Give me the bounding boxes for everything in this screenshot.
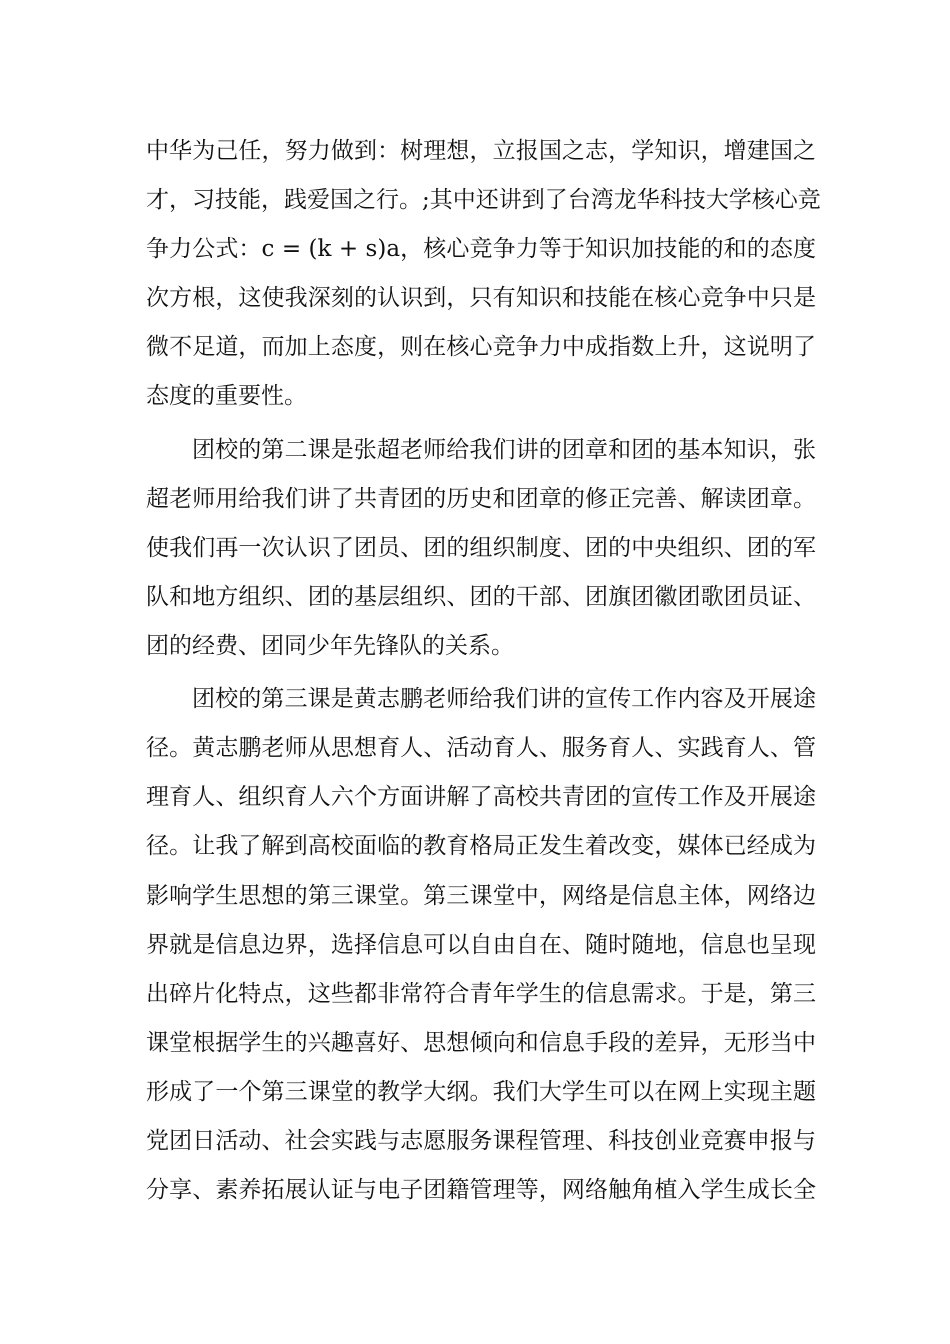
text-line: 界就是信息边界，选择信息可以自由自在、随时随地，信息也呈现 [146, 932, 816, 958]
text-line: 径。黄志鹏老师从思想育人、活动育人、服务育人、实践育人、管 [146, 735, 816, 761]
text-line: 团校的第二课是张超老师给我们讲的团章和团的基本知识，张 [192, 437, 816, 463]
text-line: 径。让我了解到高校面临的教育格局正发生着改变，媒体已经成为 [146, 833, 816, 859]
text-line: 形成了一个第三课堂的教学大纲。我们大学生可以在网上实现主题 [146, 1079, 816, 1105]
text-line: 理育人、组织育人六个方面讲解了高校共青团的宣传工作及开展途 [146, 784, 816, 810]
text-line: 出碎片化特点，这些都非常符合青年学生的信息需求。于是，第三 [146, 981, 816, 1007]
text-line: 次方根，这使我深刻的认识到，只有知识和技能在核心竞争中只是 [146, 285, 816, 311]
text-line: 影响学生思想的第三课堂。第三课堂中，网络是信息主体，网络边 [146, 883, 816, 909]
text-line: 团的经费、团同少年先锋队的关系。 [146, 633, 514, 659]
text-line: 使我们再一次认识了团员、团的组织制度、团的中央组织、团的军 [146, 535, 816, 561]
text-line: 党团日活动、社会实践与志愿服务课程管理、科技创业竞赛申报与 [146, 1128, 816, 1154]
text-line: 微不足道，而加上态度，则在核心竞争力中成指数上升，这说明了 [146, 334, 816, 360]
text-line: 队和地方组织、团的基层组织、团的干部、团旗团徽团歌团员证、 [146, 584, 816, 610]
text-line: 分享、素养拓展认证与电子团籍管理等，网络触角植入学生成长全 [146, 1177, 816, 1203]
text-line: 课堂根据学生的兴趣喜好、思想倾向和信息手段的差异，无形当中 [146, 1030, 816, 1056]
text-line: 超老师用给我们讲了共青团的历史和团章的修正完善、解读团章。 [146, 486, 816, 512]
text-line: 团校的第三课是黄志鹏老师给我们讲的宣传工作内容及开展途 [192, 686, 816, 712]
text-line: 中华为己任，努力做到：树理想，立报国之志，学知识，增建国之 [146, 138, 816, 164]
text-line: 争力公式：c = (k + s)a，核心竞争力等于知识加技能的和的态度 [146, 236, 816, 262]
text-line: 才，习技能，践爱国之行。;其中还讲到了台湾龙华科技大学核心竞 [146, 187, 821, 213]
text-line: 态度的重要性。 [146, 383, 307, 409]
